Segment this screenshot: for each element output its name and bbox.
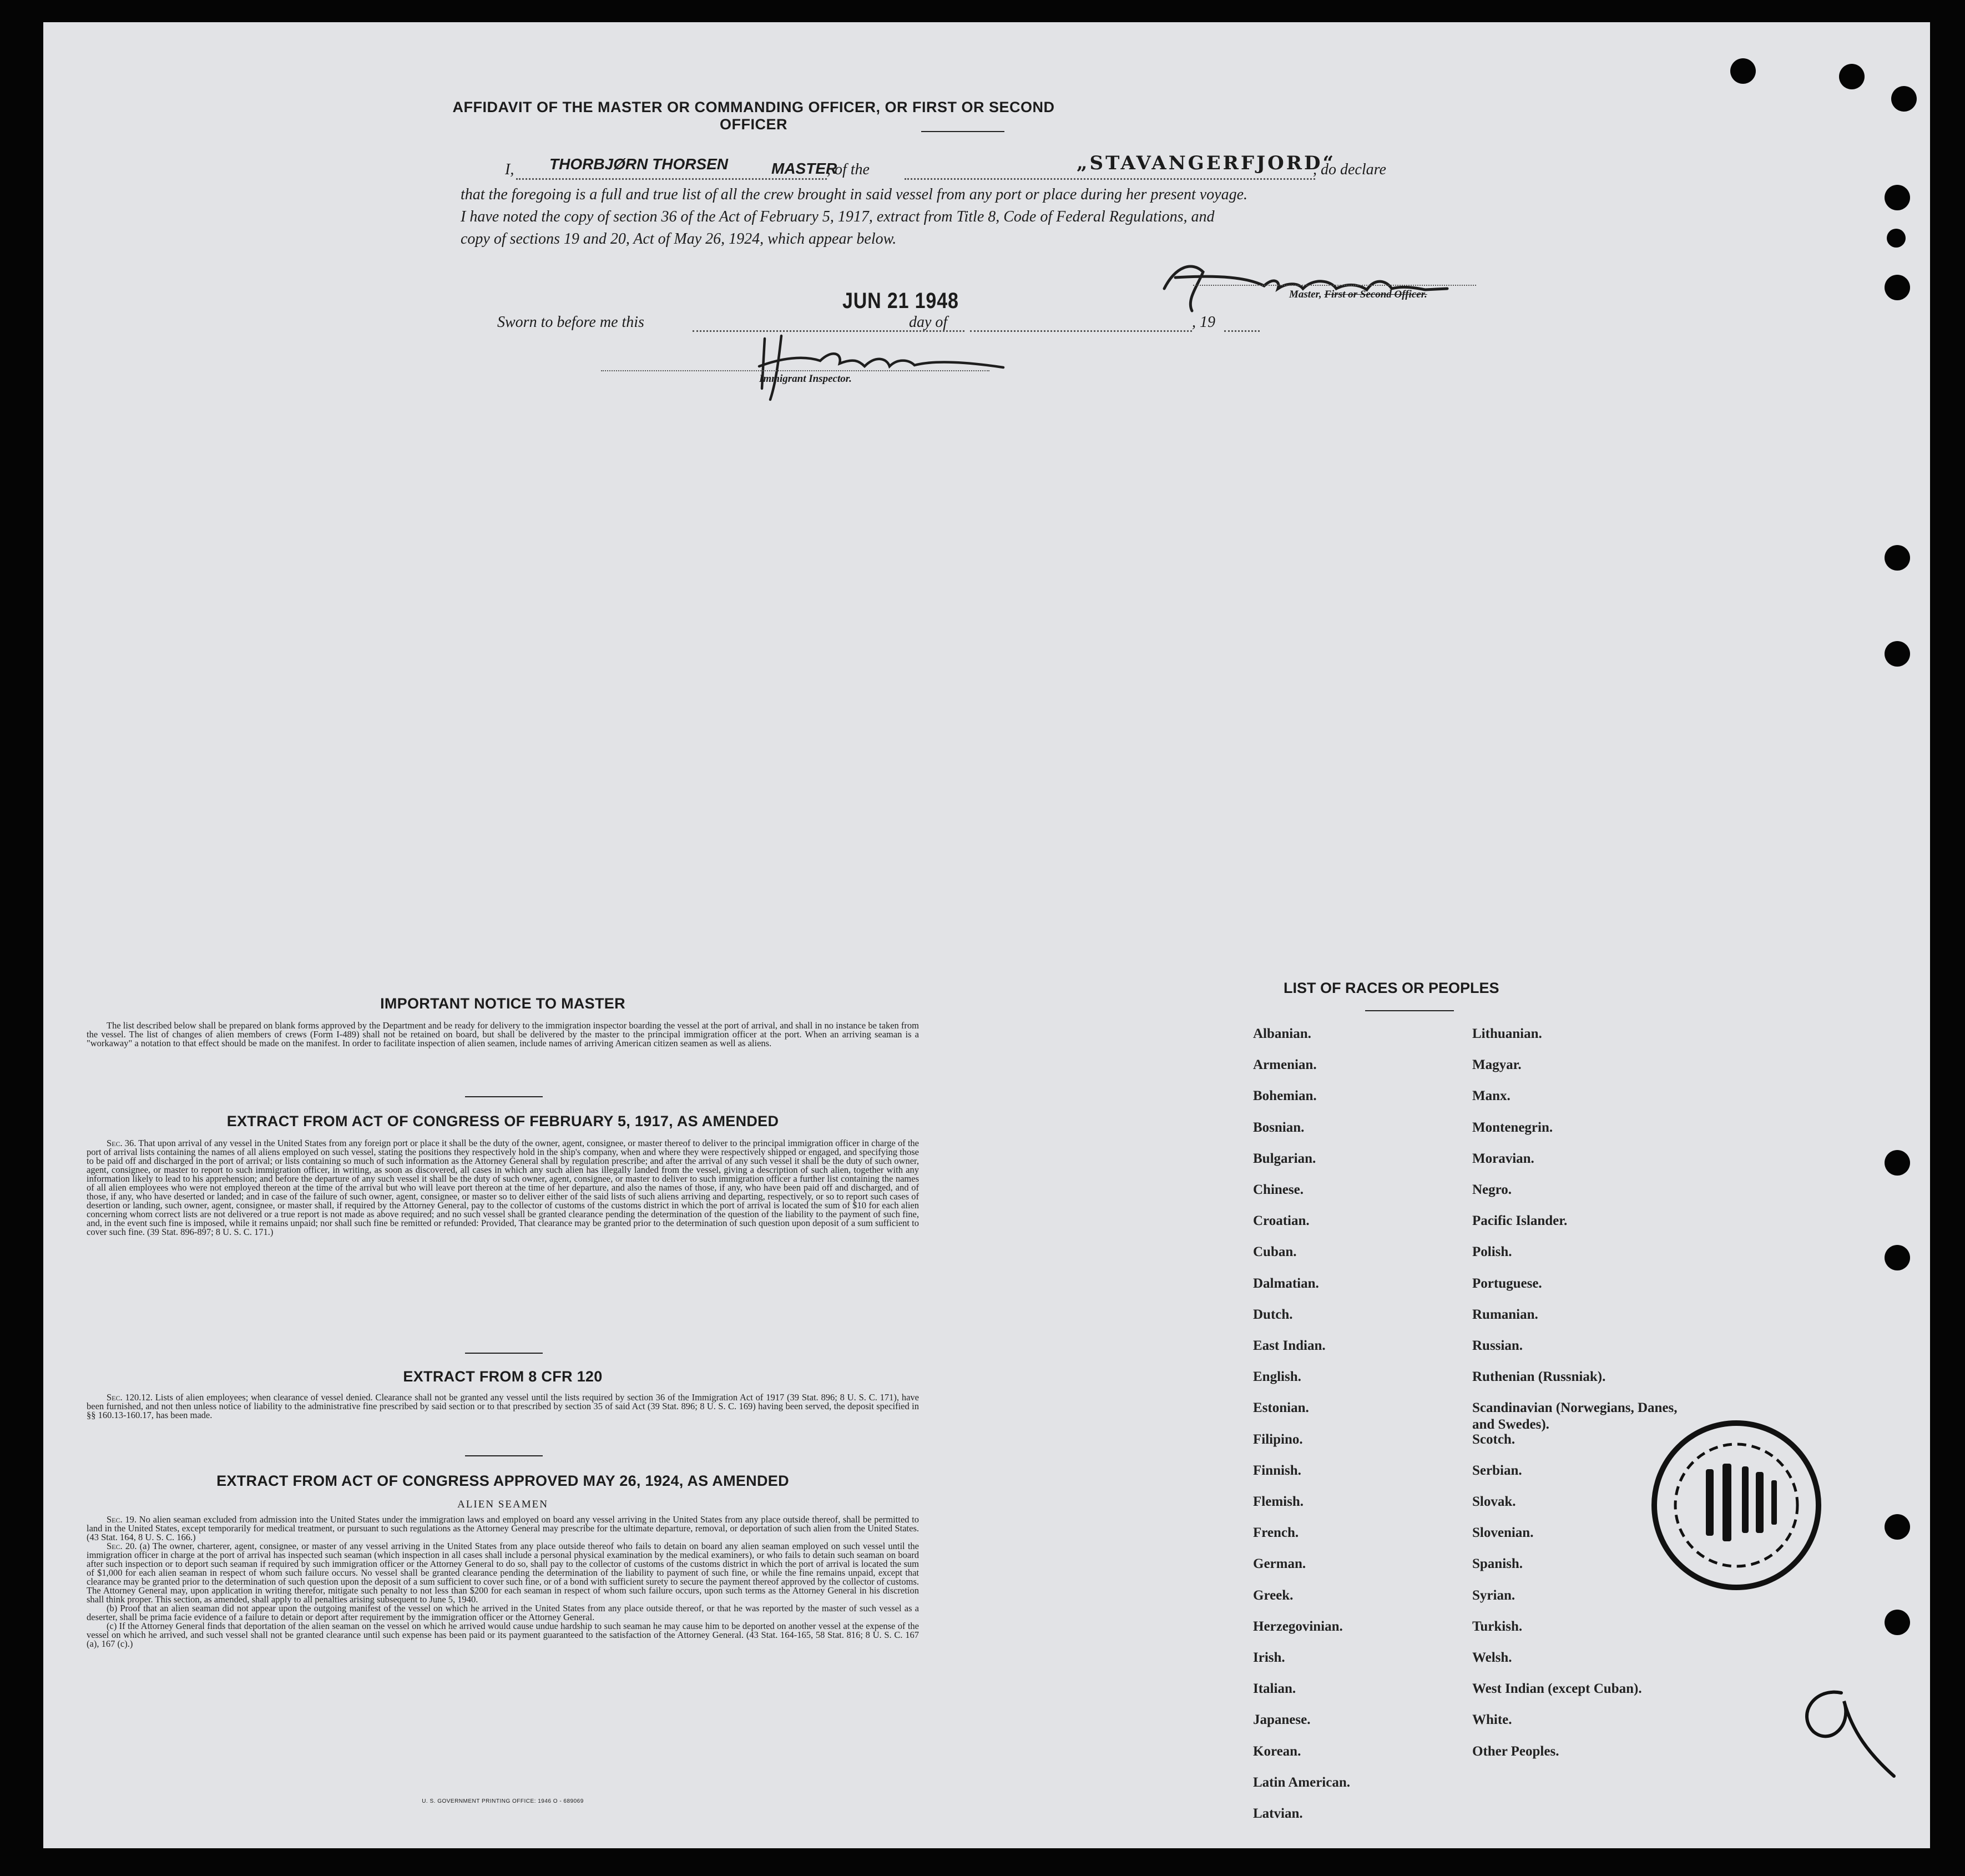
- race-item: Montenegrin.: [1472, 1119, 1553, 1135]
- race-item: Irish.: [1253, 1650, 1285, 1665]
- race-item: Dalmatian.: [1253, 1275, 1319, 1291]
- race-item: Latvian.: [1253, 1806, 1303, 1821]
- race-item: English.: [1253, 1369, 1301, 1385]
- race-item: White.: [1472, 1712, 1512, 1728]
- punch-hole: [1885, 1245, 1910, 1270]
- race-item: East Indian.: [1253, 1338, 1326, 1353]
- punch-hole: [1887, 229, 1906, 248]
- race-item: West Indian (except Cuban).: [1472, 1681, 1642, 1697]
- race-item: Latin American.: [1253, 1774, 1350, 1790]
- race-item: Armenian.: [1253, 1057, 1317, 1073]
- punch-hole: [1885, 275, 1910, 300]
- printer-imprint: U. S. GOVERNMENT PRINTING OFFICE: 1946 O - 689069: [422, 1798, 584, 1804]
- notice-body: The list described below shall be prepared on blank forms approved by the Department and be ready for delivery to the immigration inspector boarding the vessel at the port of arrival, and shall in no instance be taken from the vessel. The list of changes of alien members of crews (Form I-489) shall not be retained on board, but shall be delivered by the master to the principal immigration officer at the port. When an arriving seaman is a "workaway" a notation to that effect should be made on the manifest. In order to facilitate inspection of alien seamen, include names of arriving American citizen seamen as well as aliens.: [87, 1020, 919, 1048]
- master-signature: [1153, 255, 1464, 316]
- sworn-year-line: [1224, 330, 1260, 332]
- race-item: Serbian.: [1472, 1463, 1522, 1478]
- race-item: Chinese.: [1253, 1182, 1304, 1197]
- race-item: French.: [1253, 1525, 1299, 1541]
- race-item: Magyar.: [1472, 1057, 1522, 1073]
- race-item: Slovak.: [1472, 1494, 1516, 1509]
- race-item: Negro.: [1472, 1182, 1512, 1197]
- race-item: Slovenian.: [1472, 1525, 1534, 1541]
- extract1917-body: [87, 1139, 919, 1237]
- notice-title: IMPORTANT NOTICE TO MASTER: [380, 995, 625, 1012]
- sec20c-paragraph: (c) If the Attorney General finds that deportation of the alien seaman on the vessel on which he arrived would cause undue hardship to such seaman he may cause him to be deported on another vessel at the expense of the vessel on which he arrived, and such vessel shall not be granted clearance until such expense has been paid or its payment guaranteed to the satisfaction of the Attorney General. (43 Stat. 164-165, 58 Stat. 816; 8 U. S. C. 167 (a), 167 (c).): [87, 1621, 919, 1649]
- race-item: Moravian.: [1472, 1151, 1534, 1166]
- declaration-line1: [461, 152, 1565, 186]
- extract-cfr-body: [87, 1393, 919, 1420]
- race-item: Russian.: [1472, 1338, 1523, 1353]
- sec20-label: Sec. 20.: [107, 1541, 137, 1551]
- inspector-caption: Immigrant Inspector.: [759, 373, 852, 385]
- divider: [1365, 1010, 1454, 1011]
- punch-hole: [1891, 86, 1917, 112]
- race-item: Herzegovinian.: [1253, 1618, 1343, 1634]
- punch-hole: [1885, 185, 1910, 210]
- declaration-line4: copy of sections 19 and 20, Act of May 26, 1924, which appear below.: [461, 230, 897, 248]
- race-item: Filipino.: [1253, 1431, 1303, 1447]
- master-rank: MASTER: [771, 160, 837, 177]
- do-declare-text: , do declare: [1313, 161, 1386, 178]
- race-item: Finnish.: [1253, 1463, 1301, 1478]
- divider: [921, 131, 1004, 132]
- affidavit-title: AFFIDAVIT OF THE MASTER OR COMMANDING OFFICER, OR FIRST OR SECOND OFFICER: [452, 99, 1055, 133]
- extract1924-body: [87, 1515, 919, 1648]
- race-item: Bosnian.: [1253, 1119, 1305, 1135]
- race-item: Scotch.: [1472, 1431, 1516, 1447]
- sec36-text: That upon arrival of any vessel in the United States from any foreign port or place it shall be the duty of the owner, agent, consignee, or master thereof to deliver to the principal immigration officer in charge of the port of arrival lists containing the names of all aliens employed on such vessel, stating the positions they respectively hold in the ship's company, when and where they were respectively shipped or engaged, and specifying those to be paid off and discharged in the port of arrival; or lists containing so much of such information as the Attorney General shall by regulation prescribe; and after the arrival of any such vessel it shall be the duty of such owner, agent, consignee, or master to report to such immigration officer, in writing, as soon as discovered, all cases in which any such alien has illegally landed from the vessel, giving a description of such alien, together with any information likely to lead to his apprehension; and before the departure of any such vessel it shall be the duty of such owner, agent, consignee, or master to deliver to such immigration officer a further list containing the names of all alien employees who were not employed thereon at the time of the arrival but who will leave port thereon at the time of her departure, and also the names of those, if any, who have been paid off and discharged, and of those, if any, who have deserted or landed; and in case of the failure of such owner, agent, consignee, or master so to deliver either of the said lists of such aliens arriving and departing, respectively, or so to report such cases of desertion or landing, such owner, agent, consignee, or master shall, if required by the Attorney General, pay to the collector of customs of the customs district in which the port of arrival is located the sum of $10 for each alien concerning whom correct lists are not delivered or a true report is not made as above required; and no such vessel shall be granted clearance pending the determination of the question of the liability to the payment of such fine, and, in the event such fine is imposed, while it remains unpaid; nor shall such fine be remitted or refunded: Provided, That clearance may be granted prior to the determination of such question upon deposit of a sum sufficient to cover such fine. (39 Stat. 896-897; 8 U. S. C. 171.): [87, 1138, 920, 1237]
- year-prefix: , 19: [1192, 314, 1215, 331]
- race-item: Croatian.: [1253, 1213, 1310, 1229]
- punch-hole: [1885, 1610, 1910, 1635]
- punch-hole: [1730, 58, 1756, 84]
- master-signature-line: [1193, 285, 1476, 286]
- sec19-paragraph: [87, 1515, 919, 1542]
- race-item: Cuban.: [1253, 1244, 1297, 1260]
- races-title: LIST OF RACES OR PEOPLES: [1284, 980, 1499, 996]
- race-item: Lithuanian.: [1472, 1026, 1542, 1041]
- extract1924-title: EXTRACT FROM ACT OF CONGRESS APPROVED MAY 26, 1924, AS AMENDED: [216, 1472, 789, 1489]
- of-the-text: , of the: [827, 161, 870, 178]
- day-of-text: day of: [909, 314, 948, 331]
- sec19-text: No alien seaman excluded from admission into the United States under the immigration laws and employed on board any vessel arriving in the United States from any place outside thereof, shall be permitted to land in the United States, except temporarily for medical treatment, or pursuant to such regulations as the Attorney General may prescribe for the ultimate departure, removal, or deportation of such alien from the United States. (43 Stat. 164, 8 U. S. C. 166.): [87, 1514, 919, 1542]
- race-item: Albanian.: [1253, 1026, 1311, 1041]
- sec20a-paragraph: [87, 1542, 919, 1604]
- divider: [465, 1353, 543, 1354]
- race-item: Korean.: [1253, 1743, 1301, 1759]
- declaration-line2: that the foregoing is a full and true list of all the crew brought in said vessel from any port or place during her present voyage.: [461, 186, 1248, 203]
- divider: [465, 1455, 543, 1456]
- inspector-signature-line: [601, 370, 989, 371]
- punch-hole: [1885, 545, 1910, 571]
- date-stamp: JUN 21 1948: [842, 289, 959, 313]
- sec120-label: Sec. 120.12.: [107, 1392, 153, 1403]
- handwritten-mark: [1791, 1682, 1902, 1793]
- race-item: Ruthenian (Russniak).: [1472, 1369, 1606, 1385]
- extract1924-subtitle: ALIEN SEAMEN: [457, 1499, 548, 1510]
- race-item: Manx.: [1472, 1088, 1511, 1104]
- race-item: Italian.: [1253, 1681, 1296, 1697]
- declaration-line3: I have noted the copy of section 36 of the Act of February 5, 1917, extract from Title 8, Code of Federal Regulations, and: [461, 208, 1215, 225]
- sec20b-paragraph: (b) Proof that an alien seaman did not appear upon the outgoing manifest of the vessel on which he arrived in the United States from any place outside thereof, or that he was reported by the master of such vessel as a deserter, shall be prima facie evidence of a failure to detain or deport after requirement by the immigration officer or the Attorney General.: [87, 1603, 919, 1622]
- race-item: Spanish.: [1472, 1556, 1523, 1572]
- inspector-signature: [748, 327, 1026, 405]
- race-item: Pacific Islander.: [1472, 1213, 1568, 1229]
- receipt-stamp: [1645, 1416, 1828, 1594]
- sec19-label: Sec. 19.: [107, 1514, 137, 1525]
- race-item: Bohemian.: [1253, 1088, 1317, 1104]
- caption-struck: First or Second Officer.: [1324, 289, 1427, 300]
- race-item: Greek.: [1253, 1587, 1294, 1603]
- divider: [465, 1096, 543, 1097]
- vessel-name: „STAVANGERFJORD“: [1077, 152, 1336, 174]
- sec120-text: Lists of alien employees; when clearance of vessel denied. Clearance shall not be granted any vessel until the lists required by section 36 of the Immigration Act of 1917 (39 Stat. 896; 8 U. S. C. 171), have been furnished, and not then unless notice of liability to the administrative fine prescribed by said section or to that prescribed by section 35 of said Act (39 Stat. 896; 8 U. S. C. 169) having been served, the deposit specified in §§ 160.13-160.17, has been made.: [87, 1392, 920, 1420]
- race-item: Estonian.: [1253, 1400, 1309, 1416]
- race-item: Flemish.: [1253, 1494, 1304, 1509]
- sworn-prefix: Sworn to before me this: [497, 314, 644, 331]
- race-item: German.: [1253, 1556, 1306, 1572]
- race-item: Bulgarian.: [1253, 1151, 1316, 1166]
- master-name: THORBJØRN THORSEN: [549, 155, 729, 173]
- punch-hole: [1885, 641, 1910, 667]
- race-item: Welsh.: [1472, 1650, 1512, 1665]
- extract-cfr-title: EXTRACT FROM 8 CFR 120: [403, 1368, 603, 1385]
- line-prefix: I,: [505, 161, 514, 178]
- signature-caption: [1289, 289, 1427, 301]
- caption-master: Master,: [1289, 289, 1322, 300]
- race-item: Dutch.: [1253, 1307, 1293, 1322]
- sec36-label: Sec. 36.: [107, 1138, 137, 1148]
- race-item: Other Peoples.: [1472, 1743, 1559, 1759]
- punch-hole: [1885, 1514, 1910, 1540]
- race-item: Japanese.: [1253, 1712, 1311, 1728]
- punch-hole: [1885, 1150, 1910, 1176]
- race-item: Syrian.: [1472, 1587, 1516, 1603]
- race-item: Portuguese.: [1472, 1275, 1542, 1291]
- race-item: Turkish.: [1472, 1618, 1523, 1634]
- vessel-dotline: [905, 178, 1315, 180]
- race-item: Rumanian.: [1472, 1307, 1538, 1322]
- punch-hole: [1839, 64, 1865, 89]
- sec20a-text: (a) The owner, charterer, agent, consignee, or master of any vessel arriving in the United States from any place outside thereof who fails to detain on board any alien seaman employed on such vessel until the immigration officer in charge at the port of arrival has inspected such seaman (which inspection in all cases shall include a personal physical examination by the medical examiners), or who fails to detain such seaman on board after such inspection or to deport such seaman if required by such immigration officer or the Attorney General to do so, shall pay to the collector of customs of the customs district in which the port of arrival is located the sum of $1,000 for each alien seaman in respect of whom such failure occurs. No vessel shall be granted clearance pending the determination of the liability to payment of such fine, or while the fine remains unpaid, except that clearance may be granted prior to the determination of such question upon the deposit of a sum sufficient to cover such fine, or of a bond with sufficient surety to secure the payment thereof approved by the collector of customs. The Attorney General may, upon application in writing therefor, mitigate such penalty to not less than $200 for each seaman in respect of whom such failure occurs, upon such terms as the Attorney General in his discretion shall think proper. This section, as amended, shall apply to all penalties arising subsequent to June 5, 1940.: [87, 1541, 919, 1605]
- extract1917-title: EXTRACT FROM ACT OF CONGRESS OF FEBRUARY 5, 1917, AS AMENDED: [226, 1113, 779, 1129]
- race-item: Polish.: [1472, 1244, 1512, 1260]
- race-item: Scandinavian (Norwegians, Danes, and Swedes).: [1472, 1400, 1678, 1433]
- document-page: [43, 22, 1930, 1848]
